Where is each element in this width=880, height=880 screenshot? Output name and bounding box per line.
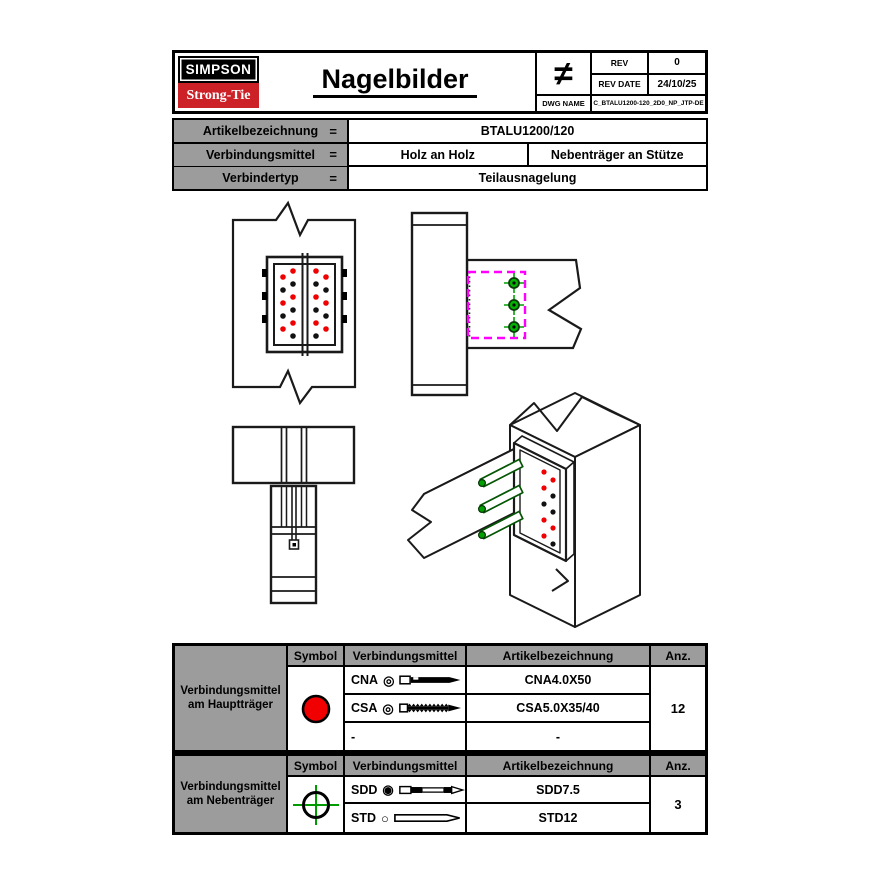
ring-symbol-icon: ○ (381, 810, 389, 826)
rev-date-value: 24/10/25 (657, 78, 697, 90)
info-row-artikelbezeichnung (172, 118, 708, 144)
group-label: Verbindungsmittel am Nebenträger (175, 756, 288, 832)
technical-drawings (172, 197, 708, 643)
info-value: Teilausnagelung (478, 171, 577, 185)
plan-view-connection (412, 213, 581, 395)
fastener-row-sdd (345, 777, 467, 804)
info-label (174, 144, 349, 166)
info-values (349, 144, 706, 166)
revision-rows (592, 53, 705, 94)
info-value: BTALU1200/120 (480, 124, 575, 138)
fastener-code: STD (351, 811, 376, 825)
fastener-row-std (345, 804, 467, 832)
strongtie-logo: Strong-Tie (178, 83, 259, 108)
fastener-row-cna (345, 667, 467, 695)
info-label (174, 120, 349, 142)
ring-symbol-icon: ◎ (382, 700, 394, 716)
front-view-nail-pattern (233, 203, 355, 403)
rev-date-label: REV DATE (592, 75, 649, 95)
col-header-artikelbezeichnung: Artikelbezeichnung (467, 756, 651, 777)
ring-symbol-icon: ◎ (383, 672, 395, 688)
symbol-cell (288, 777, 345, 832)
col-header-artikelbezeichnung: Artikelbezeichnung (467, 646, 651, 667)
info-label-text: Artikelbezeichnung (202, 124, 319, 138)
symbol-cell (288, 667, 345, 750)
article-cell: - (467, 723, 651, 750)
revision-block (535, 53, 705, 111)
article-cell: STD12 (467, 804, 651, 832)
fastener-symbols (504, 273, 524, 337)
equals-sign: = (329, 147, 337, 162)
dwg-name-row (537, 94, 705, 111)
info-values (349, 167, 706, 189)
ring-symbol-icon: ◉ (382, 782, 394, 797)
drawing-sheet (172, 50, 708, 835)
fastener-code: CSA (351, 701, 378, 715)
article-cell: CNA4.0X50 (467, 667, 651, 695)
fastener-code: - (351, 729, 356, 744)
simpson-logo: SIMPSON (178, 56, 259, 83)
dwg-name-value: C_BTALU1200-120_2D0_NP_JTP-DE (593, 100, 704, 107)
group-label: Verbindungsmittel am Hauptträger (175, 646, 288, 750)
dwg-name-label: DWG NAME (537, 96, 592, 111)
sheet-title (267, 64, 523, 95)
count-cell: 3 (674, 797, 682, 812)
info-label (174, 167, 349, 189)
sdd-dowel-icon (399, 782, 465, 798)
revision-top (537, 53, 705, 94)
info-value: Holz an Holz (349, 144, 529, 166)
article-cell: CSA5.0X35/40 (467, 695, 651, 723)
fastener-row-empty (345, 723, 467, 750)
col-header-verbindungsmittel: Verbindungsmittel (345, 756, 467, 777)
fastener-code: SDD (351, 782, 378, 797)
info-row-verbindungsmittel (172, 142, 708, 168)
col-header-anz: Anz. (651, 756, 705, 777)
crosshair-circle-symbol-icon (291, 783, 341, 827)
fastener-table-hauptraeger (172, 643, 708, 753)
rev-label: REV (592, 53, 649, 73)
fastener-table-nebentraeger (172, 753, 708, 835)
std-tube-icon (394, 810, 465, 826)
col-header-symbol: Symbol (288, 646, 345, 667)
col-header-anz: Anz. (651, 646, 705, 667)
csa-screw-icon (399, 700, 465, 716)
equals-sign: = (329, 170, 337, 186)
col-header-symbol: Symbol (288, 756, 345, 777)
col-header-verbindungsmittel: Verbindungsmittel (345, 646, 467, 667)
info-value: Nebenträger an Stütze (550, 147, 684, 162)
cna-nail-icon (399, 672, 465, 688)
isometric-view (408, 393, 640, 627)
info-label-text: Verbindertyp (222, 171, 299, 185)
count-cell: 12 (670, 701, 686, 716)
info-table (172, 118, 708, 191)
equals-sign: = (329, 123, 337, 139)
info-label-text: Verbindungsmittel (205, 147, 316, 162)
rev-date-row (592, 75, 705, 95)
article-cell: SDD7.5 (467, 777, 651, 804)
info-values (349, 120, 706, 142)
rev-row (592, 53, 705, 75)
not-equal-icon: ≠ (537, 53, 592, 94)
title-block (172, 50, 708, 114)
info-row-verbindertyp (172, 165, 708, 191)
rev-value: 0 (674, 57, 680, 69)
section-view-connection (233, 427, 354, 603)
sheet-title-text: Nagelbilder (313, 64, 476, 98)
red-circle-symbol-icon (297, 690, 335, 728)
fastener-row-csa (345, 695, 467, 723)
fastener-code: CNA (351, 673, 379, 687)
